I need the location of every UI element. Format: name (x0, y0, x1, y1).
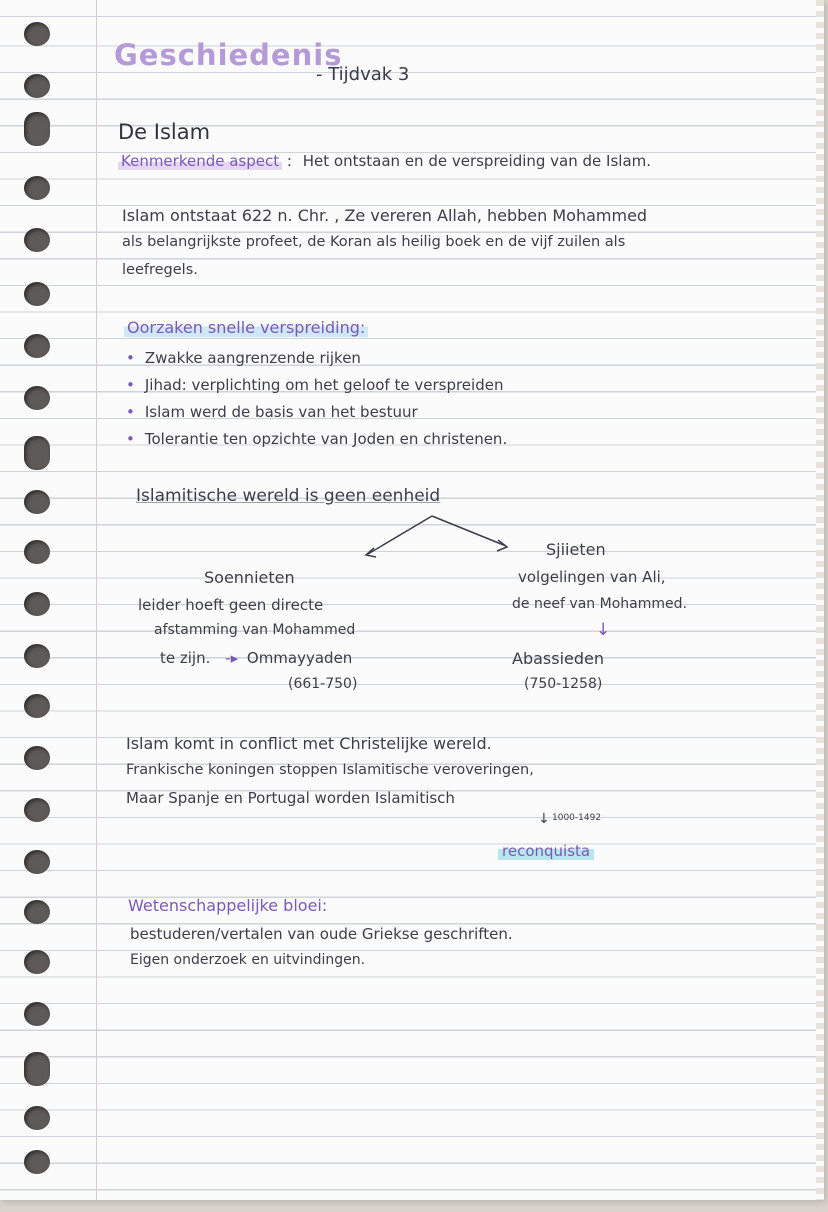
binder-hole (24, 950, 50, 974)
aspect-text: Het ontstaan en de verspreiding van de Islam. (302, 152, 652, 170)
binder-hole (24, 694, 50, 718)
arrow-right-icon: -▸ (225, 649, 239, 667)
science-line-2: Eigen onderzoek en uitvindingen. (130, 952, 366, 968)
reconquista-label (498, 842, 594, 860)
binder-hole (24, 850, 50, 874)
binder-hole (24, 1150, 50, 1174)
sunni-line-3 (160, 649, 352, 667)
intro-line-3: leefregels. (122, 262, 198, 278)
right-branch-line (432, 516, 506, 546)
left-branch-line (368, 516, 432, 554)
binder-hole (24, 1106, 50, 1130)
binder-hole (24, 644, 50, 668)
shia-line-1: volgelingen van Ali, (518, 568, 666, 586)
science-line-1: bestuderen/vertalen van oude Griekse geschriften. (130, 925, 513, 943)
page-subtitle: - Tijdvak 3 (316, 64, 410, 85)
sunni-title: Soennieten (204, 568, 295, 587)
conflict-line-2: Frankische koningen stoppen Islamitische veroveringen, (126, 762, 534, 778)
aspect-separator: : (286, 152, 292, 170)
sunni-line-1: leider hoeft geen directe (138, 596, 324, 614)
shia-line-2: de neef van Mohammed. (512, 596, 687, 612)
page-title: Geschiedenis (114, 38, 343, 72)
shia-title: Sjiieten (546, 540, 606, 559)
sunni-line-3-prefix: te zijn. (160, 649, 211, 667)
right-branch-arrowhead (497, 540, 507, 551)
sunni-line-2: afstamming van Mohammed (154, 622, 356, 638)
causes-heading-text: Oorzaken snelle verspreiding: (124, 318, 368, 337)
cause-item: • Zwakke aangrenzende rijken (126, 349, 361, 367)
aspect-label: Kenmerkende aspect (118, 152, 282, 170)
binder-hole (24, 1052, 50, 1086)
intro-line-1: Islam ontstaat 622 n. Chr. , Ze vereren Allah, hebben Mohammed (122, 206, 648, 225)
reconquista-years: 1000-1492 (552, 813, 602, 823)
conflict-line-3: Maar Spanje en Portugal worden Islamitisch (126, 789, 455, 807)
reconquista-text: reconquista (498, 842, 594, 860)
sunni-years: (661-750) (288, 676, 358, 692)
binder-hole (24, 746, 50, 770)
cause-item: • Tolerantie ten opzichte van Joden en christenen. (126, 430, 507, 448)
conflict-line-1: Islam komt in conflict met Christelijke wereld. (126, 734, 492, 753)
split-heading: Islamitische wereld is geen eenheid (136, 486, 441, 506)
sunni-dynasty: Ommayyaden (246, 649, 353, 667)
shia-dynasty: Abassieden (512, 649, 605, 668)
arrow-down-icon: ↓ (596, 620, 611, 640)
cause-item: • Islam werd de basis van het bestuur (126, 403, 418, 421)
cause-item: • Jihad: verplichting om het geloof te verspreiden (126, 376, 503, 394)
reconquista-arrow-icon: ↓ (538, 811, 550, 827)
intro-line-2: als belangrijkste profeet, de Koran als heilig boek en de vijf zuilen als (122, 234, 626, 250)
binder-hole (24, 798, 50, 822)
shia-years: (750-1258) (524, 676, 603, 692)
binder-hole (24, 900, 50, 924)
binder-hole (24, 1002, 50, 1026)
section-heading: De Islam (118, 120, 211, 144)
science-heading: Wetenschappelijke bloei: (128, 896, 328, 915)
